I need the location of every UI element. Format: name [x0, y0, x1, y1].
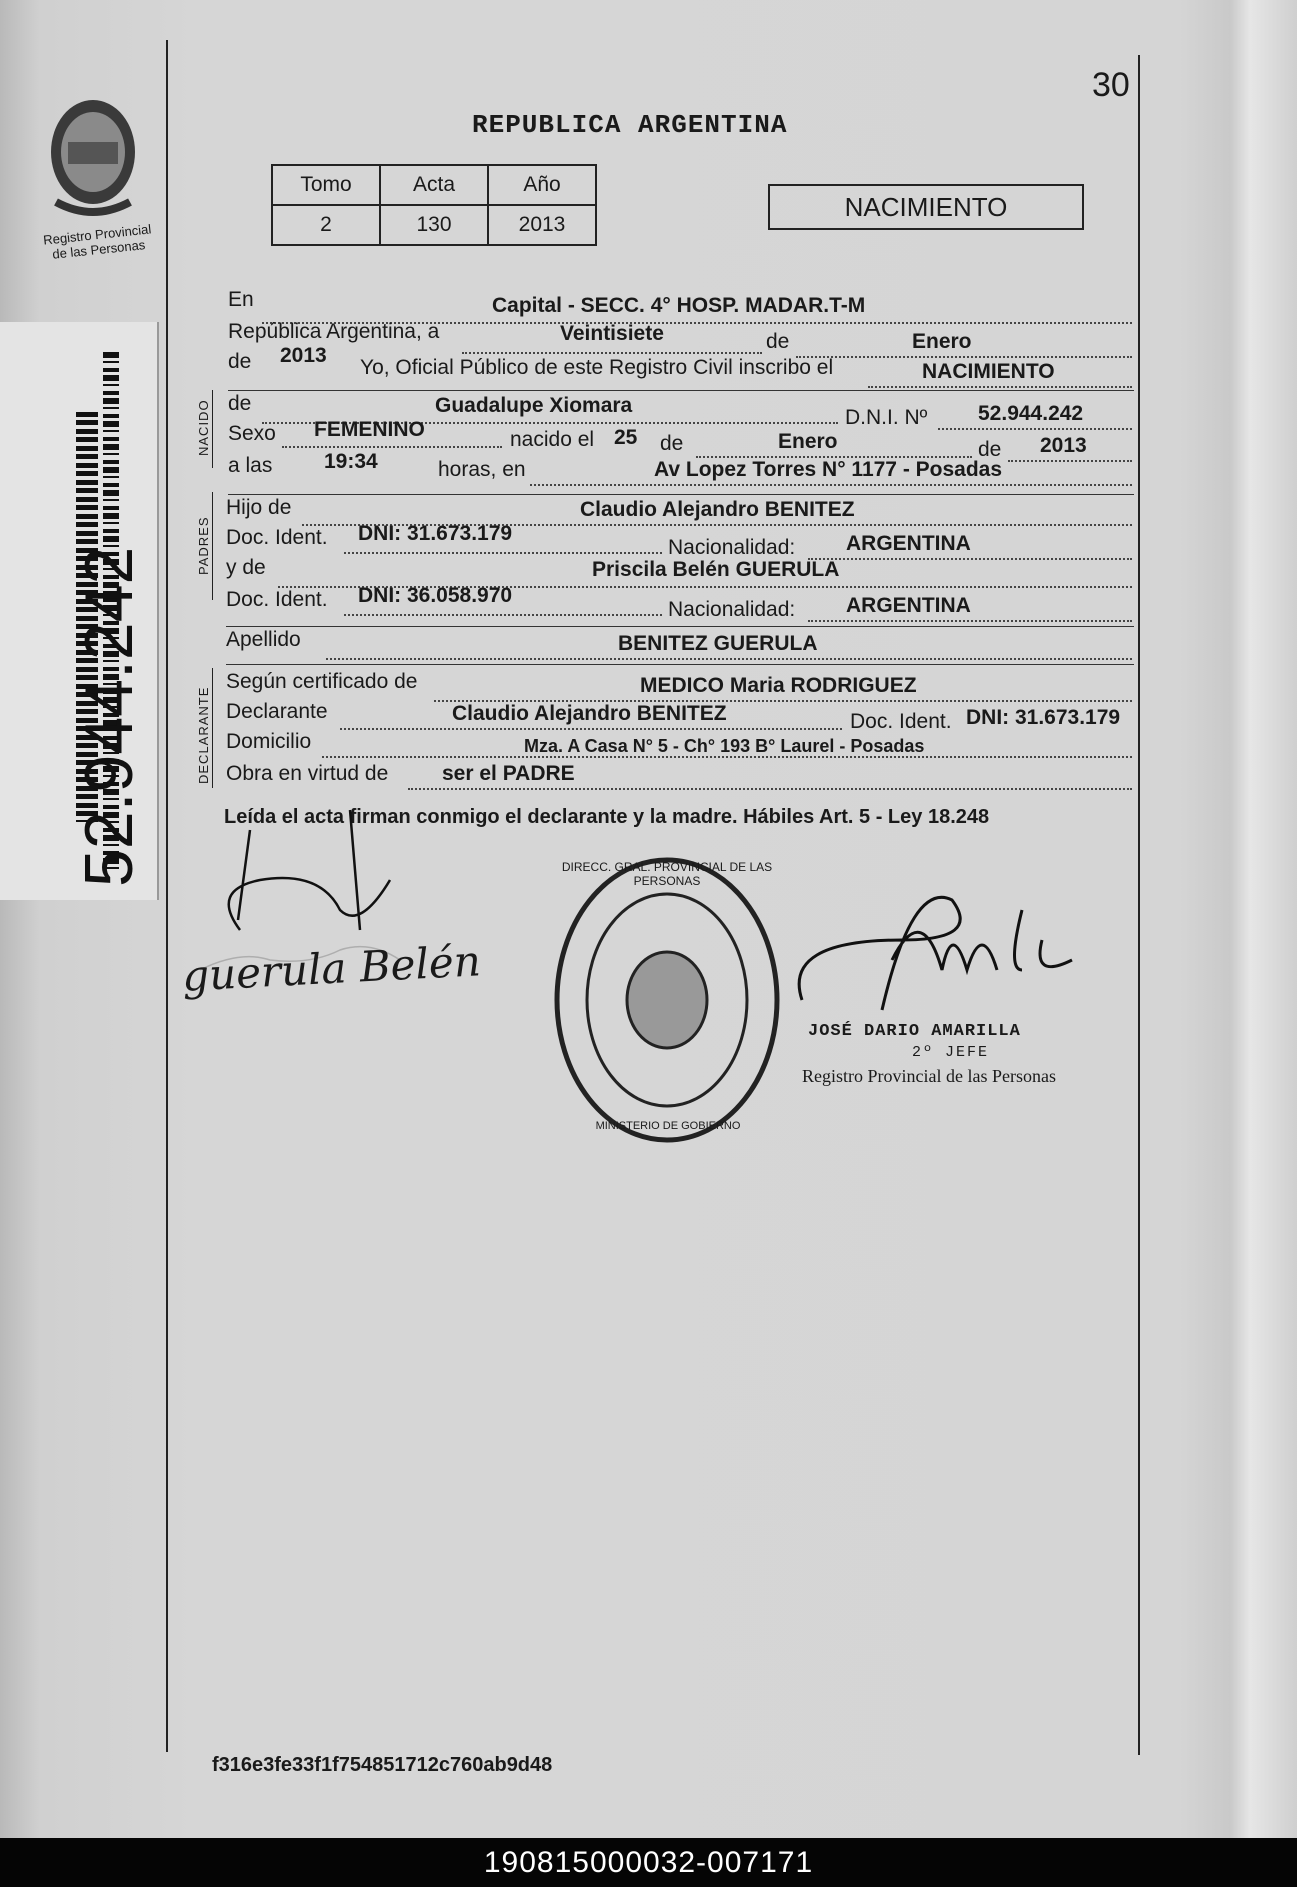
dni-value: 52.944.242: [978, 402, 1084, 425]
separator: [226, 664, 1134, 665]
docdecl-label: Doc. Ident.: [850, 710, 952, 733]
dni-label: D.N.I. Nº: [845, 406, 928, 429]
dotted-line: [530, 484, 1132, 486]
year-value: 2013: [280, 344, 327, 367]
separator: [228, 390, 1134, 391]
separator: [226, 626, 1134, 627]
doc1-value: DNI: 31.673.179: [358, 522, 513, 545]
dotted-line: [1008, 460, 1132, 462]
en-label: En: [228, 288, 254, 311]
nac1-value: ARGENTINA: [846, 532, 971, 555]
official-stamp: [548, 850, 786, 1150]
stamp-inner-text: MINISTERIO DE GOBIERNO: [595, 1120, 741, 1132]
table-cell: 130: [380, 205, 488, 245]
dotted-line: [340, 728, 842, 730]
hijo-label: Hijo de: [226, 496, 292, 519]
table-header: Acta: [380, 165, 488, 205]
month-value: Enero: [912, 330, 972, 353]
official-name: JOSÉ DARIO AMARILLA: [808, 1022, 1021, 1041]
doc2-label: Doc. Ident.: [226, 588, 328, 611]
dotted-line: [344, 552, 662, 554]
declarante-value: Claudio Alejandro BENITEZ: [452, 702, 727, 725]
certificado-label: Según certificado de: [226, 670, 418, 693]
doc1-label: Doc. Ident.: [226, 526, 328, 549]
table-header: Año: [488, 165, 596, 205]
document-hash: f316e3fe33f1f754851712c760ab9d48: [212, 1754, 553, 1776]
nacido-month: Enero: [778, 430, 838, 453]
official-title: 2º JEFE: [912, 1044, 990, 1061]
dotted-line: [808, 620, 1132, 622]
dotted-line: [796, 356, 1132, 358]
page-number: 30: [1092, 66, 1130, 104]
section-bracket: [212, 492, 213, 600]
madre-value: Priscila Belén GUERULA: [592, 558, 840, 581]
de-label: de: [766, 330, 790, 353]
footer-id: 190815000032-007171: [0, 1838, 1297, 1887]
dotted-line: [868, 386, 1132, 388]
nacido-year: 2013: [1040, 434, 1087, 457]
nacido-label: nacido el: [510, 428, 595, 451]
nac2-value: ARGENTINA: [846, 594, 971, 617]
obra-value: ser el PADRE: [442, 762, 575, 785]
alas-label: a las: [228, 454, 273, 477]
left-margin-line: [166, 40, 168, 1752]
sexo-value: FEMENINO: [314, 418, 425, 441]
inscribo-value: NACIMIENTO: [922, 360, 1055, 383]
section-bracket: [212, 390, 213, 468]
table-cell: 2: [272, 205, 380, 245]
registry-table: [271, 164, 597, 246]
section-bracket: [212, 668, 213, 788]
section-label-declarante: DECLARANTE: [196, 686, 211, 784]
section-label-padres: PADRES: [196, 516, 211, 575]
lugar-value: Av Lopez Torres N° 1177 - Posadas: [654, 458, 1003, 481]
barcode-strip: [0, 322, 159, 900]
table-cell: 2013: [488, 205, 596, 245]
certificado-value: MEDICO Maria RODRIGUEZ: [640, 674, 917, 697]
mother-signature: guerula Belén: [180, 936, 482, 1001]
declarante-label: Declarante: [226, 700, 328, 723]
section-label-nacido: NACIDO: [196, 399, 211, 456]
dotted-line: [408, 788, 1132, 790]
horas-label: horas, en: [438, 458, 526, 481]
hora-value: 19:34: [324, 450, 378, 473]
sexo-label: Sexo: [228, 422, 276, 445]
nombre-value: Guadalupe Xiomara: [435, 394, 633, 417]
right-margin-line: [1138, 55, 1140, 1755]
docdecl-value: DNI: 31.673.179: [966, 706, 1121, 729]
barcode-number: 52.944.242: [71, 546, 147, 887]
apellido-value: BENITEZ GUERULA: [618, 632, 818, 655]
stamp-outer-text: DIRECC. GRAL. PROVINCIAL DE LAS PERSONAS: [561, 860, 773, 888]
dotted-line: [344, 614, 662, 616]
official-signature: [782, 880, 1082, 1020]
nombre-label: de: [228, 392, 252, 415]
obra-label: Obra en virtud de: [226, 762, 389, 785]
nac1-label: Nacionalidad:: [668, 536, 796, 559]
registry-logo: [38, 92, 158, 262]
country-title: REPUBLICA ARGENTINA: [472, 110, 788, 140]
doc2-value: DNI: 36.058.970: [358, 584, 513, 607]
dotted-line: [282, 446, 502, 448]
apellido-label: Apellido: [226, 628, 301, 651]
dotted-line: [938, 428, 1132, 430]
official-office: Registro Provincial de las Personas: [802, 1066, 1056, 1086]
dotted-line: [808, 558, 1132, 560]
padre-value: Claudio Alejandro BENITEZ: [580, 498, 855, 521]
yde-label: y de: [226, 556, 266, 579]
record-type-box: NACIMIENTO: [768, 184, 1084, 230]
oficial-text: Yo, Oficial Público de este Registro Civil inscribo el: [360, 356, 834, 379]
day-value: Veintisiete: [560, 322, 664, 345]
closing-text: Leída el acta firman conmigo el declarante y la madre. Hábiles Art. 5 - Ley 18.248: [224, 806, 990, 828]
nacido-de2-label: de: [978, 438, 1002, 461]
place-value: Capital - SECC. 4° HOSP. MADAR.T-M: [492, 294, 866, 317]
dotted-line: [326, 658, 1132, 660]
nacido-de-label: de: [660, 432, 684, 455]
registry-name: Registro Provincial de las Personas: [42, 221, 152, 262]
table-header: Tomo: [272, 165, 380, 205]
dotted-line: [462, 352, 762, 354]
nac2-label: Nacionalidad:: [668, 598, 796, 621]
separator: [228, 494, 1134, 495]
coat-of-arms-icon: [38, 92, 148, 222]
republica-label: República Argentina, a: [228, 320, 440, 343]
de-year-label: de: [228, 350, 252, 373]
domicilio-label: Domicilio: [226, 730, 312, 753]
nacido-day: 25: [614, 426, 638, 449]
domicilio-value: Mza. A Casa N° 5 - Ch° 193 B° Laurel - Posadas: [524, 736, 925, 756]
